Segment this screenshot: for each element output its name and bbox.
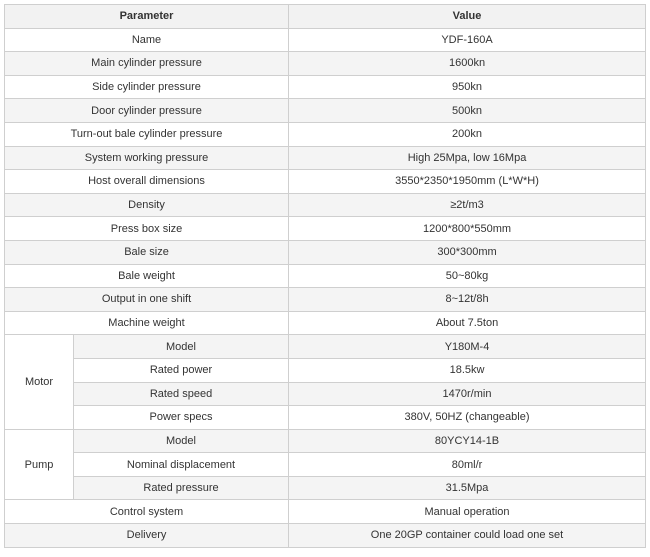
motor-group-label: Motor <box>5 335 74 429</box>
table-row <box>5 264 646 288</box>
value-cell: 50~80kg <box>289 264 646 288</box>
parameter-cell: Power specs <box>74 406 289 430</box>
value-cell: 200kn <box>289 122 646 146</box>
table-row <box>5 240 646 264</box>
parameter-cell: Density <box>5 193 289 217</box>
table-row <box>5 476 646 500</box>
parameter-cell: Side cylinder pressure <box>5 75 289 99</box>
value-cell: YDF-160A <box>289 28 646 52</box>
value-cell: One 20GP container could load one set <box>289 524 646 548</box>
table-row <box>5 146 646 170</box>
table-row <box>5 52 646 76</box>
parameter-cell: Model <box>74 429 289 453</box>
parameter-cell: Model <box>74 335 289 359</box>
value-cell: 3550*2350*1950mm (L*W*H) <box>289 170 646 194</box>
parameter-cell: Output in one shift <box>5 288 289 312</box>
table-header-row <box>5 5 646 29</box>
value-cell: 1600kn <box>289 52 646 76</box>
parameter-cell: Host overall dimensions <box>5 170 289 194</box>
pump-group-label: Pump <box>5 429 74 500</box>
spec-table <box>4 4 646 548</box>
parameter-cell: Press box size <box>5 217 289 241</box>
parameter-cell: Turn-out bale cylinder pressure <box>5 122 289 146</box>
parameter-cell: Bale weight <box>5 264 289 288</box>
parameter-cell: Rated power <box>74 358 289 382</box>
parameter-cell: Rated pressure <box>74 476 289 500</box>
parameter-cell: System working pressure <box>5 146 289 170</box>
table-row <box>5 453 646 477</box>
value-cell: Manual operation <box>289 500 646 524</box>
parameter-cell: Main cylinder pressure <box>5 52 289 76</box>
parameter-cell: Name <box>5 28 289 52</box>
value-cell: 8~12t/8h <box>289 288 646 312</box>
table-row <box>5 99 646 123</box>
parameter-cell: Delivery <box>5 524 289 548</box>
parameter-cell: Door cylinder pressure <box>5 99 289 123</box>
parameter-cell: Bale size <box>5 240 289 264</box>
parameter-cell: Nominal displacement <box>74 453 289 477</box>
table-row <box>5 382 646 406</box>
table-row <box>5 358 646 382</box>
value-cell: Y180M-4 <box>289 335 646 359</box>
table-row <box>5 311 646 335</box>
table-row <box>5 500 646 524</box>
parameter-cell: Control system <box>5 500 289 524</box>
value-cell: 1470r/min <box>289 382 646 406</box>
table-row <box>5 524 646 548</box>
value-cell: About 7.5ton <box>289 311 646 335</box>
parameter-cell: Machine weight <box>5 311 289 335</box>
value-cell: High 25Mpa, low 16Mpa <box>289 146 646 170</box>
value-cell: 500kn <box>289 99 646 123</box>
table-row <box>5 335 646 359</box>
value-header: Value <box>289 5 646 29</box>
value-cell: 80YCY14-1B <box>289 429 646 453</box>
table-row <box>5 122 646 146</box>
value-cell: 950kn <box>289 75 646 99</box>
table-row <box>5 170 646 194</box>
table-row <box>5 429 646 453</box>
value-cell: 380V, 50HZ (changeable) <box>289 406 646 430</box>
table-row <box>5 28 646 52</box>
value-cell: 31.5Mpa <box>289 476 646 500</box>
table-row <box>5 406 646 430</box>
value-cell: 80ml/r <box>289 453 646 477</box>
parameter-cell: Rated speed <box>74 382 289 406</box>
parameter-header: Parameter <box>5 5 289 29</box>
table-row <box>5 217 646 241</box>
value-cell: 18.5kw <box>289 358 646 382</box>
table-row <box>5 288 646 312</box>
value-cell: ≥2t/m3 <box>289 193 646 217</box>
table-row <box>5 75 646 99</box>
table-row <box>5 193 646 217</box>
value-cell: 300*300mm <box>289 240 646 264</box>
value-cell: 1200*800*550mm <box>289 217 646 241</box>
